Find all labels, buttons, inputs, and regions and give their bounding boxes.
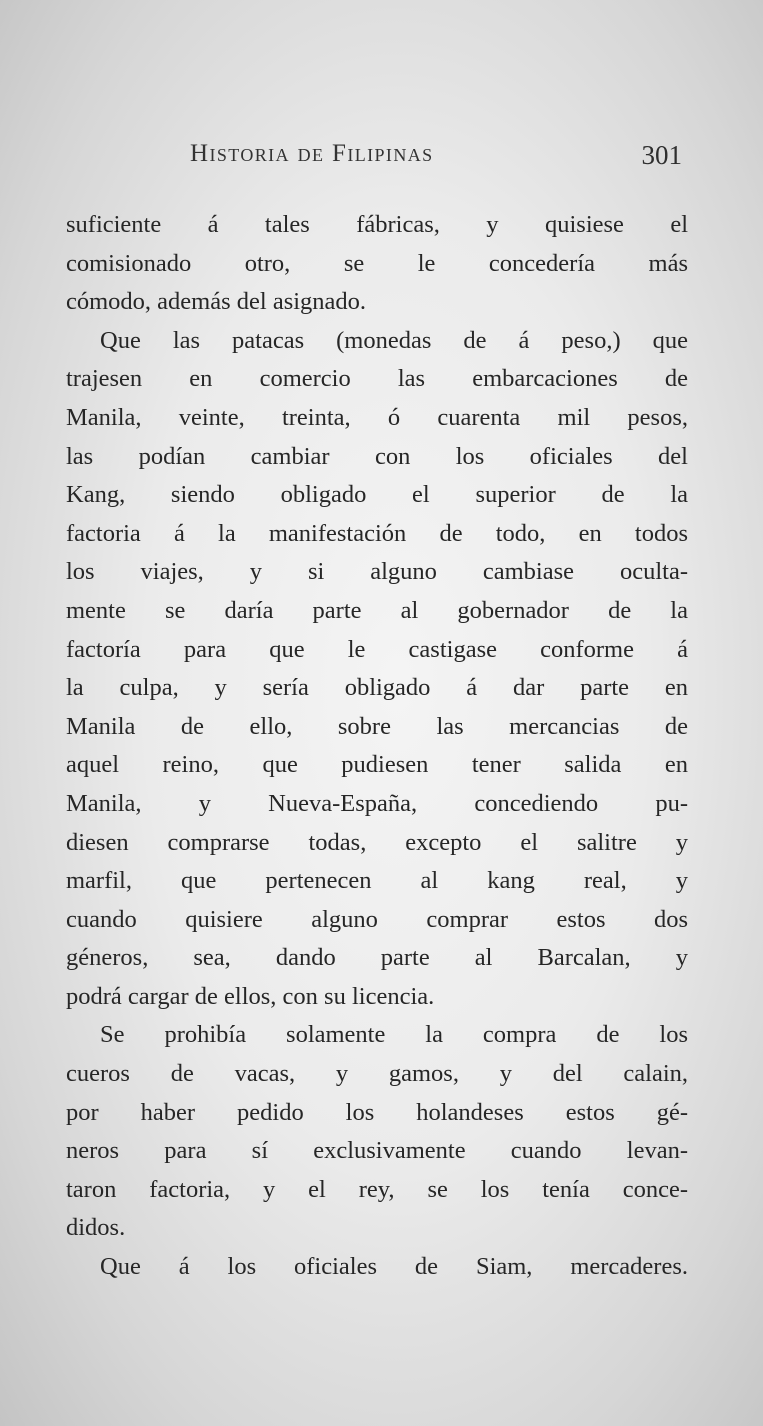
text-line: mente se daría parte al gobernador de la	[66, 596, 688, 624]
text-line: comisionado otro, se le concedería más	[66, 249, 688, 277]
text-line: por haber pedido los holandeses estos gé-	[66, 1098, 688, 1126]
text-line: podrá cargar de ellos, con su licencia.	[66, 982, 435, 1010]
text-line: factoría para que le castigase conforme á	[66, 635, 688, 663]
text-line: taron factoria, y el rey, se los tenía conce-	[66, 1175, 688, 1203]
text-line: las podían cambiar con los oficiales del	[66, 442, 688, 470]
text-line: Manila, y Nueva-España, concediendo pu-	[66, 789, 688, 817]
text-line: Que á los oficiales de Siam, mercaderes.	[100, 1253, 688, 1281]
text-line: géneros, sea, dando parte al Barcalan, y	[66, 944, 688, 972]
text-line: neros para sí exclusivamente cuando levan-	[66, 1137, 688, 1165]
text-line: cuando quisiere alguno comprar estos dos	[66, 905, 688, 933]
text-line: Manila de ello, sobre las mercancias de	[66, 712, 688, 740]
text-line: los viajes, y si alguno cambiase oculta-	[66, 558, 688, 586]
text-line: Kang, siendo obligado el superior de la	[66, 481, 688, 509]
text-line: Se prohibía solamente la compra de los	[100, 1021, 688, 1049]
body-text	[66, 206, 688, 1287]
text-line: didos.	[66, 1214, 126, 1242]
text-line: cómodo, además del asignado.	[66, 288, 367, 316]
text-line: la culpa, y sería obligado á dar parte en	[66, 674, 688, 702]
text-line: cueros de vacas, y gamos, y del calain,	[66, 1060, 688, 1088]
text-line: suficiente á tales fábricas, y quisiese el	[66, 211, 688, 238]
text-line: trajesen en comercio las embarcaciones de	[66, 365, 688, 393]
text-line: aquel reino, que pudiesen tener salida en	[66, 751, 688, 779]
text-line: Que las patacas (monedas de á peso,) que	[100, 326, 688, 354]
running-title: Historia de Filipinas	[190, 140, 434, 167]
running-head	[190, 140, 682, 180]
text-line: marfil, que pertenecen al kang real, y	[66, 867, 688, 895]
page-number: 301	[641, 140, 682, 170]
text-line: factoria á la manifestación de todo, en todos	[66, 519, 688, 547]
text-line: diesen comprarse todas, excepto el salitre y	[66, 828, 688, 856]
text-line: Manila, veinte, treinta, ó cuarenta mil pesos,	[66, 403, 688, 431]
